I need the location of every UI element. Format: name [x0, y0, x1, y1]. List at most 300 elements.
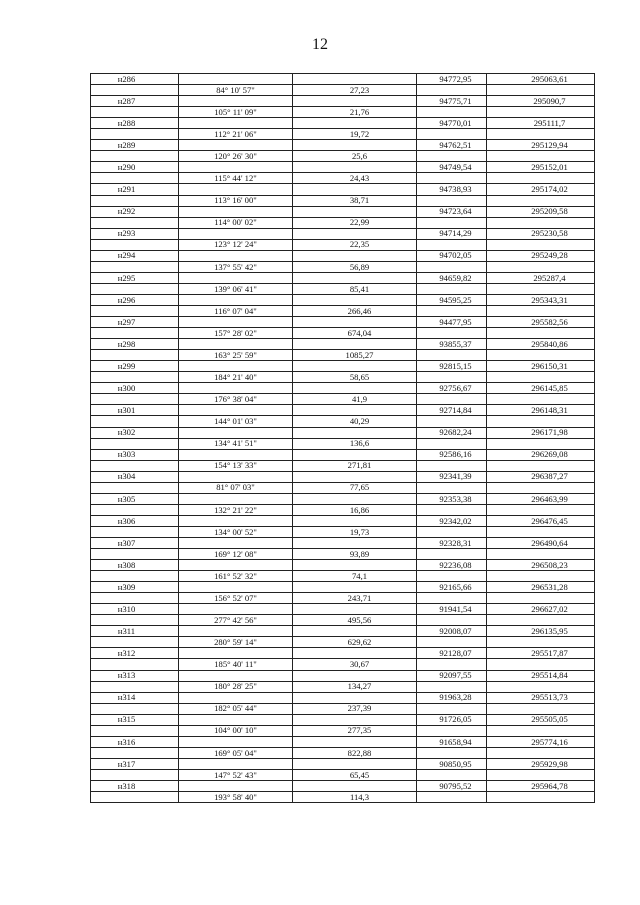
y-coordinate-cell: 295517,87 — [487, 648, 595, 659]
point-name-cell: н305 — [91, 493, 179, 504]
distance-cell: 822,88 — [293, 747, 417, 758]
empty-cell — [487, 615, 595, 626]
empty-cell — [487, 239, 595, 250]
direction-angle-cell: 114° 00' 02" — [179, 217, 293, 228]
empty-cell — [179, 250, 293, 261]
y-coordinate-cell: 296135,95 — [487, 626, 595, 637]
point-row — [91, 427, 595, 438]
distance-cell: 40,29 — [293, 416, 417, 427]
x-coordinate-cell: 92128,07 — [417, 648, 487, 659]
distance-cell: 56,89 — [293, 261, 417, 272]
empty-cell — [91, 681, 179, 692]
empty-cell — [179, 96, 293, 107]
empty-cell — [179, 758, 293, 769]
empty-cell — [293, 736, 417, 747]
point-row — [91, 74, 595, 85]
direction-angle-cell: 157° 28' 02" — [179, 328, 293, 339]
y-coordinate-cell: 295929,98 — [487, 758, 595, 769]
y-coordinate-cell: 296508,23 — [487, 560, 595, 571]
empty-cell — [417, 239, 487, 250]
empty-cell — [179, 781, 293, 792]
empty-cell — [179, 692, 293, 703]
y-coordinate-cell: 295152,01 — [487, 162, 595, 173]
segment-row — [91, 372, 595, 383]
x-coordinate-cell: 92165,66 — [417, 582, 487, 593]
y-coordinate-cell: 296490,64 — [487, 537, 595, 548]
distance-cell: 25,6 — [293, 151, 417, 162]
empty-cell — [487, 283, 595, 294]
distance-cell: 65,45 — [293, 769, 417, 780]
empty-cell — [179, 736, 293, 747]
direction-angle-cell: 154° 13' 33" — [179, 460, 293, 471]
segment-row — [91, 283, 595, 294]
empty-cell — [179, 272, 293, 283]
empty-cell — [179, 140, 293, 151]
point-row — [91, 383, 595, 394]
point-row — [91, 162, 595, 173]
segment-row — [91, 438, 595, 449]
segment-row — [91, 239, 595, 250]
x-coordinate-cell: 94775,71 — [417, 96, 487, 107]
empty-cell — [417, 703, 487, 714]
empty-cell — [293, 670, 417, 681]
direction-angle-cell: 137° 55' 42" — [179, 261, 293, 272]
point-row — [91, 537, 595, 548]
empty-cell — [417, 747, 487, 758]
x-coordinate-cell: 92236,08 — [417, 560, 487, 571]
x-coordinate-cell: 92341,39 — [417, 471, 487, 482]
empty-cell — [179, 582, 293, 593]
empty-cell — [91, 85, 179, 96]
x-coordinate-cell: 91963,28 — [417, 692, 487, 703]
x-coordinate-cell: 92328,31 — [417, 537, 487, 548]
segment-row — [91, 526, 595, 537]
empty-cell — [179, 361, 293, 372]
empty-cell — [417, 129, 487, 140]
segment-row — [91, 637, 595, 648]
distance-cell: 136,6 — [293, 438, 417, 449]
coordinates-table — [90, 73, 595, 803]
empty-cell — [293, 96, 417, 107]
y-coordinate-cell: 295249,28 — [487, 250, 595, 261]
empty-cell — [179, 294, 293, 305]
empty-cell — [91, 769, 179, 780]
empty-cell — [487, 703, 595, 714]
empty-cell — [417, 659, 487, 670]
point-row — [91, 118, 595, 129]
direction-angle-cell: 185° 40' 11" — [179, 659, 293, 670]
y-coordinate-cell: 295111,7 — [487, 118, 595, 129]
empty-cell — [487, 217, 595, 228]
empty-cell — [91, 372, 179, 383]
y-coordinate-cell: 296387,27 — [487, 471, 595, 482]
segment-row — [91, 615, 595, 626]
point-name-cell: н298 — [91, 339, 179, 350]
empty-cell — [417, 725, 487, 736]
empty-cell — [179, 206, 293, 217]
empty-cell — [487, 438, 595, 449]
empty-cell — [91, 593, 179, 604]
point-name-cell: н301 — [91, 405, 179, 416]
point-row — [91, 228, 595, 239]
empty-cell — [91, 659, 179, 670]
empty-cell — [179, 74, 293, 85]
empty-cell — [487, 85, 595, 96]
distance-cell: 27,23 — [293, 85, 417, 96]
empty-cell — [293, 560, 417, 571]
empty-cell — [487, 372, 595, 383]
empty-cell — [179, 560, 293, 571]
point-row — [91, 560, 595, 571]
direction-angle-cell: 84° 10' 57" — [179, 85, 293, 96]
empty-cell — [417, 350, 487, 361]
segment-row — [91, 659, 595, 670]
empty-cell — [417, 571, 487, 582]
empty-cell — [91, 151, 179, 162]
distance-cell: 30,67 — [293, 659, 417, 670]
empty-cell — [417, 637, 487, 648]
point-row — [91, 405, 595, 416]
empty-cell — [91, 637, 179, 648]
distance-cell: 271,81 — [293, 460, 417, 471]
x-coordinate-cell: 92342,02 — [417, 515, 487, 526]
empty-cell — [293, 206, 417, 217]
point-row — [91, 736, 595, 747]
empty-cell — [91, 328, 179, 339]
distance-cell: 85,41 — [293, 283, 417, 294]
point-name-cell: н311 — [91, 626, 179, 637]
point-name-cell: н292 — [91, 206, 179, 217]
point-row — [91, 272, 595, 283]
y-coordinate-cell: 295582,56 — [487, 317, 595, 328]
x-coordinate-cell: 94477,95 — [417, 317, 487, 328]
point-name-cell: н300 — [91, 383, 179, 394]
empty-cell — [91, 526, 179, 537]
empty-cell — [91, 460, 179, 471]
direction-angle-cell: 169° 12' 08" — [179, 549, 293, 560]
point-name-cell: н318 — [91, 781, 179, 792]
distance-cell: 19,72 — [293, 129, 417, 140]
empty-cell — [487, 195, 595, 206]
distance-cell: 674,04 — [293, 328, 417, 339]
segment-row — [91, 151, 595, 162]
direction-angle-cell: 161° 52' 32" — [179, 571, 293, 582]
empty-cell — [487, 504, 595, 515]
point-row — [91, 758, 595, 769]
empty-cell — [179, 118, 293, 129]
empty-cell — [293, 74, 417, 85]
point-name-cell: н296 — [91, 294, 179, 305]
empty-cell — [487, 305, 595, 316]
y-coordinate-cell: 295129,94 — [487, 140, 595, 151]
x-coordinate-cell: 94749,54 — [417, 162, 487, 173]
point-row — [91, 140, 595, 151]
empty-cell — [487, 460, 595, 471]
segment-row — [91, 173, 595, 184]
empty-cell — [487, 747, 595, 758]
distance-cell: 58,65 — [293, 372, 417, 383]
empty-cell — [487, 681, 595, 692]
empty-cell — [293, 272, 417, 283]
empty-cell — [417, 504, 487, 515]
x-coordinate-cell: 94702,05 — [417, 250, 487, 261]
direction-angle-cell: 115° 44' 12" — [179, 173, 293, 184]
segment-row — [91, 703, 595, 714]
empty-cell — [417, 460, 487, 471]
direction-angle-cell: 193° 58' 40" — [179, 792, 293, 803]
y-coordinate-cell: 295343,31 — [487, 294, 595, 305]
empty-cell — [417, 195, 487, 206]
y-coordinate-cell: 295287,4 — [487, 272, 595, 283]
empty-cell — [293, 361, 417, 372]
y-coordinate-cell: 295774,16 — [487, 736, 595, 747]
empty-cell — [91, 350, 179, 361]
x-coordinate-cell: 92815,15 — [417, 361, 487, 372]
point-name-cell: н312 — [91, 648, 179, 659]
empty-cell — [91, 107, 179, 118]
segment-row — [91, 681, 595, 692]
distance-cell: 74,1 — [293, 571, 417, 582]
empty-cell — [417, 438, 487, 449]
x-coordinate-cell: 94738,93 — [417, 184, 487, 195]
y-coordinate-cell: 295230,58 — [487, 228, 595, 239]
x-coordinate-cell: 94762,51 — [417, 140, 487, 151]
empty-cell — [487, 549, 595, 560]
y-coordinate-cell: 296171,98 — [487, 427, 595, 438]
empty-cell — [293, 692, 417, 703]
point-name-cell: н291 — [91, 184, 179, 195]
empty-cell — [487, 792, 595, 803]
distance-cell: 277,35 — [293, 725, 417, 736]
segment-row — [91, 129, 595, 140]
segment-row — [91, 549, 595, 560]
direction-angle-cell: 81° 07' 03" — [179, 482, 293, 493]
x-coordinate-cell: 94659,82 — [417, 272, 487, 283]
empty-cell — [91, 747, 179, 758]
empty-cell — [179, 383, 293, 394]
direction-angle-cell: 113° 16' 00" — [179, 195, 293, 206]
empty-cell — [179, 604, 293, 615]
distance-cell: 19,73 — [293, 526, 417, 537]
coordinates-table-body — [91, 74, 595, 803]
empty-cell — [487, 725, 595, 736]
empty-cell — [293, 317, 417, 328]
empty-cell — [179, 648, 293, 659]
empty-cell — [91, 283, 179, 294]
empty-cell — [91, 239, 179, 250]
empty-cell — [179, 537, 293, 548]
empty-cell — [417, 107, 487, 118]
x-coordinate-cell: 92097,55 — [417, 670, 487, 681]
empty-cell — [487, 416, 595, 427]
direction-angle-cell: 176° 38' 04" — [179, 394, 293, 405]
y-coordinate-cell: 295090,7 — [487, 96, 595, 107]
direction-angle-cell: 144° 01' 03" — [179, 416, 293, 427]
empty-cell — [293, 537, 417, 548]
direction-angle-cell: 120° 26' 30" — [179, 151, 293, 162]
y-coordinate-cell: 296269,08 — [487, 449, 595, 460]
empty-cell — [179, 714, 293, 725]
segment-row — [91, 85, 595, 96]
point-row — [91, 184, 595, 195]
point-name-cell: н308 — [91, 560, 179, 571]
point-name-cell: н286 — [91, 74, 179, 85]
segment-row — [91, 328, 595, 339]
page-number: 12 — [312, 36, 328, 53]
empty-cell — [91, 195, 179, 206]
distance-cell: 237,39 — [293, 703, 417, 714]
distance-cell: 21,76 — [293, 107, 417, 118]
empty-cell — [91, 438, 179, 449]
point-name-cell: н309 — [91, 582, 179, 593]
empty-cell — [487, 526, 595, 537]
empty-cell — [417, 416, 487, 427]
segment-row — [91, 195, 595, 206]
empty-cell — [417, 394, 487, 405]
empty-cell — [179, 228, 293, 239]
empty-cell — [417, 593, 487, 604]
empty-cell — [293, 118, 417, 129]
empty-cell — [293, 781, 417, 792]
empty-cell — [487, 593, 595, 604]
x-coordinate-cell: 92353,38 — [417, 493, 487, 504]
empty-cell — [91, 261, 179, 272]
empty-cell — [293, 427, 417, 438]
segment-row — [91, 107, 595, 118]
point-name-cell: н297 — [91, 317, 179, 328]
distance-cell: 38,71 — [293, 195, 417, 206]
segment-row — [91, 394, 595, 405]
empty-cell — [293, 714, 417, 725]
segment-row — [91, 769, 595, 780]
empty-cell — [91, 504, 179, 515]
segment-row — [91, 350, 595, 361]
empty-cell — [293, 626, 417, 637]
x-coordinate-cell: 94714,29 — [417, 228, 487, 239]
empty-cell — [91, 394, 179, 405]
empty-cell — [179, 515, 293, 526]
point-row — [91, 714, 595, 725]
y-coordinate-cell: 296463,99 — [487, 493, 595, 504]
empty-cell — [179, 317, 293, 328]
point-name-cell: н294 — [91, 250, 179, 261]
empty-cell — [179, 449, 293, 460]
empty-cell — [293, 250, 417, 261]
x-coordinate-cell: 94595,25 — [417, 294, 487, 305]
point-row — [91, 493, 595, 504]
x-coordinate-cell: 92756,67 — [417, 383, 487, 394]
y-coordinate-cell: 296145,85 — [487, 383, 595, 394]
empty-cell — [487, 129, 595, 140]
point-row — [91, 294, 595, 305]
point-row — [91, 471, 595, 482]
empty-cell — [293, 515, 417, 526]
empty-cell — [91, 129, 179, 140]
direction-angle-cell: 112° 21' 06" — [179, 129, 293, 140]
direction-angle-cell: 105° 11' 09" — [179, 107, 293, 118]
x-coordinate-cell: 92008,07 — [417, 626, 487, 637]
empty-cell — [417, 173, 487, 184]
x-coordinate-cell: 90795,52 — [417, 781, 487, 792]
distance-cell: 1085,27 — [293, 350, 417, 361]
distance-cell: 93,89 — [293, 549, 417, 560]
empty-cell — [293, 184, 417, 195]
distance-cell: 266,46 — [293, 305, 417, 316]
empty-cell — [487, 571, 595, 582]
empty-cell — [91, 217, 179, 228]
point-row — [91, 515, 595, 526]
direction-angle-cell: 134° 41' 51" — [179, 438, 293, 449]
empty-cell — [417, 283, 487, 294]
empty-cell — [179, 626, 293, 637]
empty-cell — [91, 416, 179, 427]
empty-cell — [91, 615, 179, 626]
segment-row — [91, 416, 595, 427]
direction-angle-cell: 184° 21' 40" — [179, 372, 293, 383]
empty-cell — [417, 549, 487, 560]
empty-cell — [293, 339, 417, 350]
x-coordinate-cell: 91941,54 — [417, 604, 487, 615]
empty-cell — [179, 427, 293, 438]
direction-angle-cell: 123° 12' 24" — [179, 239, 293, 250]
empty-cell — [179, 405, 293, 416]
empty-cell — [91, 173, 179, 184]
empty-cell — [487, 482, 595, 493]
y-coordinate-cell: 295514,84 — [487, 670, 595, 681]
segment-row — [91, 593, 595, 604]
empty-cell — [487, 637, 595, 648]
empty-cell — [179, 184, 293, 195]
empty-cell — [417, 305, 487, 316]
direction-angle-cell: 104° 00' 10" — [179, 725, 293, 736]
empty-cell — [487, 328, 595, 339]
x-coordinate-cell: 91726,05 — [417, 714, 487, 725]
empty-cell — [91, 571, 179, 582]
empty-cell — [417, 482, 487, 493]
empty-cell — [293, 758, 417, 769]
empty-cell — [487, 394, 595, 405]
empty-cell — [417, 372, 487, 383]
y-coordinate-cell: 295513,73 — [487, 692, 595, 703]
direction-angle-cell: 139° 06' 41" — [179, 283, 293, 294]
empty-cell — [487, 151, 595, 162]
empty-cell — [91, 305, 179, 316]
empty-cell — [487, 769, 595, 780]
y-coordinate-cell: 295063,61 — [487, 74, 595, 85]
x-coordinate-cell: 92714,84 — [417, 405, 487, 416]
point-row — [91, 317, 595, 328]
point-row — [91, 582, 595, 593]
x-coordinate-cell: 92586,16 — [417, 449, 487, 460]
empty-cell — [179, 339, 293, 350]
x-coordinate-cell: 92682,24 — [417, 427, 487, 438]
empty-cell — [91, 703, 179, 714]
x-coordinate-cell: 90850,95 — [417, 758, 487, 769]
segment-row — [91, 217, 595, 228]
empty-cell — [179, 670, 293, 681]
empty-cell — [487, 261, 595, 272]
point-row — [91, 206, 595, 217]
empty-cell — [293, 471, 417, 482]
empty-cell — [487, 107, 595, 118]
segment-row — [91, 725, 595, 736]
point-name-cell: н313 — [91, 670, 179, 681]
distance-cell: 114,3 — [293, 792, 417, 803]
empty-cell — [293, 162, 417, 173]
point-row — [91, 449, 595, 460]
segment-row — [91, 571, 595, 582]
empty-cell — [91, 482, 179, 493]
